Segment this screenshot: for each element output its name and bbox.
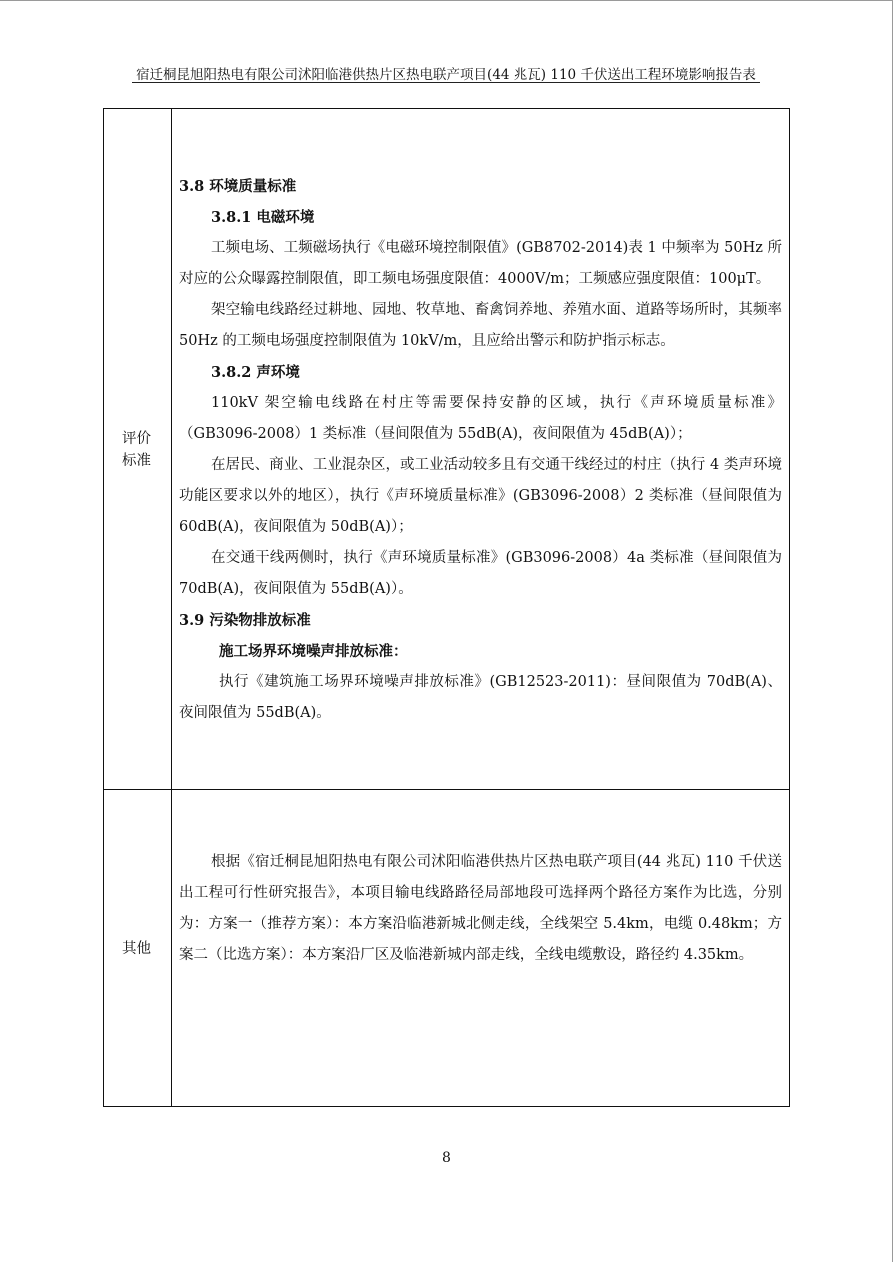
paragraph: 在居民、商业、工业混杂区，或工业活动较多且有交通干线经过的村庄（执行 4 类声环境功能区要求以外的地区），执行《声环境质量标准》(GB3096-2008）2 类标准（昼间限值为 60dB(A)，夜间限值为 50dB(A)）； bbox=[179, 457, 782, 535]
paragraph: 执行《建筑施工场界环境噪声排放标准》(GB12523-2011)：昼间限值为 70dB(A)、夜间限值为 55dB(A)。 bbox=[179, 674, 782, 721]
page-number: 8 bbox=[442, 1150, 451, 1166]
subsection-heading: 3.8.2 声环境 bbox=[211, 364, 300, 381]
paragraph: 在交通干线两侧时，执行《声环境质量标准》(GB3096-2008）4a 类标准（昼间限值为 70dB(A)，夜间限值为 55dB(A)）。 bbox=[179, 550, 782, 597]
header-rule bbox=[132, 82, 760, 83]
paragraph: 根据《宿迁桐昆旭阳热电有限公司沭阳临港供热片区热电联产项目(44 兆瓦) 110 千伏送出工程可行性研究报告》，本项目输电线路路径局部地段可选择两个路径方案作为比选，分别为：方案一（推荐方案）：本方案沿临港新城北侧走线，全线架空 5.4km，电缆 0.48km；方案二（比选方案）：本方案沿厂区及临港新城内部走线，全线电缆敷设，路径约 4.35km。 bbox=[179, 854, 782, 963]
page-edge-top bbox=[0, 0, 893, 1]
paragraph: 架空输电线路经过耕地、园地、牧草地、畜禽饲养地、养殖水面、道路等场所时，其频率 50Hz 的工频电场强度控制限值为 10kV/m，且应给出警示和防护指示标志。 bbox=[179, 302, 782, 349]
column-divider bbox=[171, 109, 172, 1106]
paragraph: 110kV 架空输电线路在村庄等需要保持安静的区域，执行《声环境质量标准》（GB3096-2008）1 类标准（昼间限值为 55dB(A)，夜间限值为 45dB(A)）； bbox=[179, 395, 782, 442]
other-content bbox=[179, 847, 782, 971]
subsection-heading: 施工场界环境噪声排放标准： bbox=[219, 643, 408, 660]
section-heading: 3.8 环境质量标准 bbox=[179, 178, 297, 195]
paragraph: 工频电场、工频磁场执行《电磁环境控制限值》(GB8702-2014)表 1 中频率为 50Hz 所对应的公众曝露控制限值，即工频电场强度限值：4000V/m；工频感应强度限值：100μT。 bbox=[179, 240, 782, 287]
running-header: 宿迁桐昆旭阳热电有限公司沭阳临港供热片区热电联产项目(44 兆瓦) 110 千伏送出工程环境影响报告表 bbox=[136, 67, 756, 83]
row-label-other: 其他 bbox=[122, 941, 151, 957]
section-heading: 3.9 污染物排放标准 bbox=[179, 612, 311, 629]
row-divider bbox=[104, 789, 789, 790]
subsection-heading: 3.8.1 电磁环境 bbox=[211, 209, 315, 226]
evaluation-standards-content bbox=[179, 171, 782, 729]
row-label-evaluation-standards: 评价 标准 bbox=[122, 431, 151, 469]
